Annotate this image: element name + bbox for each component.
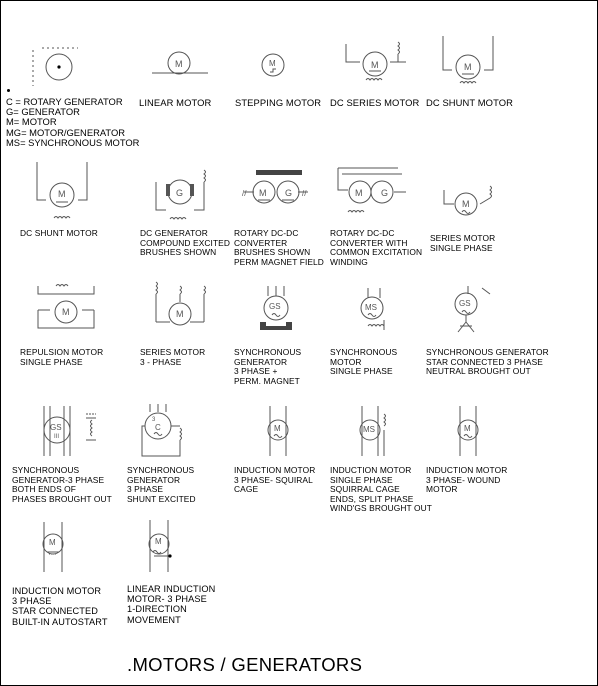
symbol-label: ROTARY DC-DC CONVERTER BRUSHES SHOWN PERM MAGNET FIELD <box>234 228 324 267</box>
sync-generator-star-symbol <box>446 284 496 340</box>
symbol-label: INDUCTION MOTOR 3 PHASE- SQUIRAL CAGE <box>234 465 316 495</box>
sync-motor-single-glyph: MS <box>365 303 377 312</box>
series-motor-3-phase-symbol <box>150 282 210 336</box>
sync-generator-shunt-symbol <box>140 402 200 462</box>
sync-generator-both-ends-symbol <box>34 404 106 460</box>
dc-generator-glyph: G <box>176 188 184 198</box>
symbol-label: LINEAR MOTOR <box>139 97 212 108</box>
series-motor-single-phase-symbol <box>440 174 500 218</box>
linear-induction-motor-glyph: M <box>155 537 162 546</box>
dc-series-motor-glyph: M <box>371 60 379 70</box>
legend-item: G= GENERATOR <box>6 106 80 118</box>
symbol-label: SYNCHRONOUS GENERATOR 3 PHASE SHUNT EXCITED <box>127 465 196 504</box>
linear-motor-glyph: M <box>175 59 183 69</box>
rotary-converter-perm-symbol <box>240 168 310 208</box>
symbol-label: SYNCHRONOUS MOTOR SINGLE PHASE <box>330 347 398 377</box>
svg-text://: // <box>242 189 247 198</box>
svg-text:3: 3 <box>152 417 156 423</box>
symbol-label: SERIES MOTOR SINGLE PHASE <box>430 233 496 253</box>
induction-motor-star-symbol <box>36 520 72 576</box>
linear-motor-symbol <box>150 50 210 80</box>
symbol-label: DC SHUNT MOTOR <box>20 228 98 238</box>
legend-item: C = ROTARY GENERATOR <box>6 96 123 107</box>
symbol-label: ROTARY DC-DC CONVERTER WITH COMMON EXCITATION WINDING <box>330 228 423 267</box>
legend-item: MG= MOTOR/GENERATOR <box>6 126 126 138</box>
repulsion-motor-glyph: M <box>62 307 70 317</box>
rotary-converter-perm-glyph: M G <box>259 188 300 198</box>
dc-shunt-motor-1-glyph: M <box>464 62 472 72</box>
symbol-label: SYNCHRONOUS GENERATOR 3 PHASE + PERM. MAGNET <box>234 347 302 386</box>
stepping-motor-symbol <box>258 52 288 82</box>
symbol-label: REPULSION MOTOR SINGLE PHASE <box>20 347 104 367</box>
svg-text://: // <box>302 189 307 198</box>
symbol-label: DC SHUNT MOTOR <box>426 97 513 108</box>
induction-motor-wound-glyph: M <box>464 424 471 433</box>
page-title: .MOTORS / GENERATORS <box>127 654 363 675</box>
symbol-label: DC SERIES MOTOR <box>330 97 420 108</box>
dc-series-motor-symbol <box>340 40 412 84</box>
induction-motor-squirrel-glyph: M <box>274 424 281 433</box>
symbol-label: SERIES MOTOR 3 - PHASE <box>140 347 206 367</box>
induction-motor-wound-symbol <box>448 404 488 460</box>
dc-shunt-motor-2-glyph: M <box>58 189 66 199</box>
symbol-label: INDUCTION MOTOR 3 PHASE- WOUND MOTOR <box>426 465 508 495</box>
legend <box>6 97 139 148</box>
sync-generator-star-glyph: GS <box>459 299 471 308</box>
dc-shunt-motor-symbol-1 <box>440 34 496 84</box>
stepping-motor-glyph: M <box>269 59 276 68</box>
dc-generator-compound-symbol <box>150 164 214 222</box>
symbol-label: DC GENERATOR COMPOUND EXCITED BRUSHES SHOWN <box>140 228 231 258</box>
series-motor-single-glyph: M <box>462 199 470 209</box>
symbol-label: INDUCTION MOTOR 3 PHASE STAR CONNECTED BUILT-IN AUTOSTART <box>12 586 108 627</box>
sync-generator-shunt-glyph: C <box>155 423 161 432</box>
sync-generator-both-ends-glyph: GS <box>50 423 62 432</box>
legend-item: MS= SYNCHRONOUS MOTOR <box>6 136 140 148</box>
repulsion-motor-symbol <box>34 280 98 336</box>
sync-motor-single-phase-symbol <box>354 286 394 336</box>
induction-motor-split-phase-glyph: MS <box>363 425 375 434</box>
legend-bullet <box>7 89 10 92</box>
induction-motor-star-glyph: M <box>49 538 56 547</box>
induction-motor-squirrel-symbol <box>258 404 298 460</box>
linear-induction-motor-symbol <box>140 518 180 578</box>
induction-motor-split-phase-symbol <box>348 404 398 460</box>
svg-text:III: III <box>54 434 60 440</box>
symbol-label: LINEAR INDUCTION MOTOR- 3 PHASE 1-DIRECTION MOVEMENT <box>127 584 216 625</box>
dc-shunt-motor-symbol-2 <box>34 160 90 222</box>
symbol-label: STEPPING MOTOR <box>235 97 322 108</box>
series-motor-3-phase-glyph: M <box>176 309 184 319</box>
symbol-label: INDUCTION MOTOR SINGLE PHASE SQUIRRAL CAGE ENDS, SPLIT PHASE WIND'GS BROUGHT OUT <box>330 465 432 514</box>
rotary-generator-symbol <box>30 44 80 90</box>
sync-generator-perm-glyph: GS <box>269 302 281 311</box>
symbol-label: SYNCHRONOUS GENERATOR-3 PHASE BOTH ENDS OF PHASES BROUGHT OUT <box>12 465 112 504</box>
rotary-converter-common-glyph: M G <box>355 188 396 198</box>
sync-generator-perm-symbol <box>256 284 296 334</box>
rotary-converter-common-symbol <box>334 162 410 216</box>
legend-item: M= MOTOR <box>6 116 57 128</box>
symbol-label: SYNCHRONOUS GENERATOR STAR CONNECTED 3 PHASE NEUTRAL BROUGHT OUT <box>426 347 549 377</box>
